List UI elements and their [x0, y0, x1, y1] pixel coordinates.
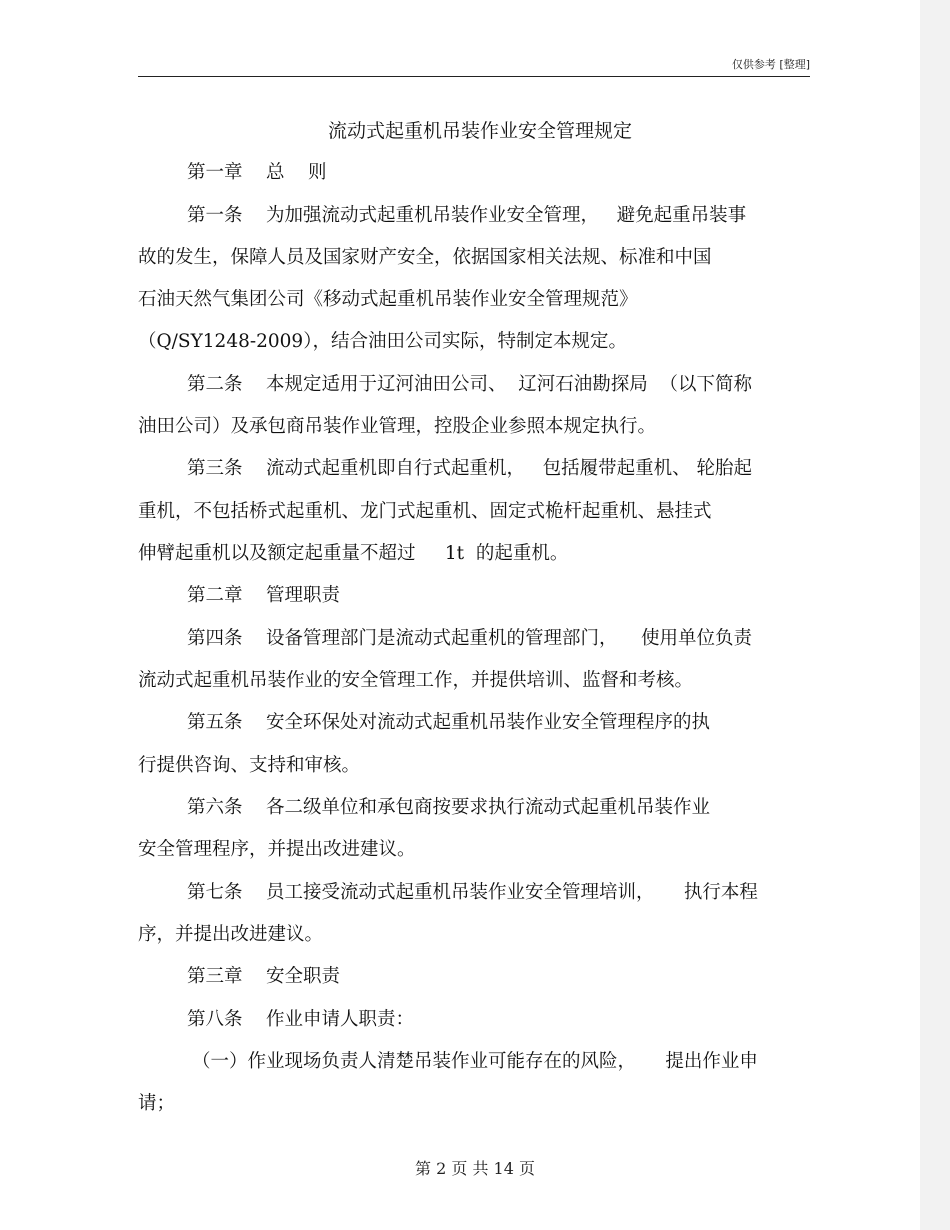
paragraph-line: 行提供咨询、支持和审核。: [138, 755, 361, 776]
paragraph-line: 安全管理程序，并提出改进建议。: [138, 839, 416, 860]
paragraph-line: 第八条 作业申请人职责：: [187, 1009, 415, 1030]
paragraph-line: 油田公司）及承包商吊装作业管理，控股企业参照本规定执行。: [138, 416, 657, 437]
paragraph-line: 重机，不包括桥式起重机、龙门式起重机、固定式桅杆起重机、悬挂式: [138, 501, 712, 522]
paragraph-line: 第五条 安全环保处对流动式起重机吊装作业安全管理程序的执: [187, 712, 711, 733]
paragraph-line: 第二条 本规定适用于辽河油田公司、 辽河石油勘探局 （以下简称: [187, 374, 753, 395]
paragraph-line: 第四条 设备管理部门是流动式起重机的管理部门， 使用单位负责: [187, 628, 753, 649]
chapter-heading: 第三章 安全职责: [187, 966, 341, 987]
paragraph-line: 故的发生，保障人员及国家财产安全，依据国家相关法规、标准和中国: [138, 247, 712, 268]
paragraph-line: 第一条 为加强流动式起重机吊装作业安全管理， 避免起重吊装事: [187, 205, 747, 226]
paragraph-line: 石油天然气集团公司《移动式起重机吊装作业安全管理规范》: [138, 289, 638, 310]
paragraph-line: 第六条 各二级单位和承包商按要求执行流动式起重机吊装作业: [187, 797, 711, 818]
document-title: 流动式起重机吊装作业安全管理规定: [327, 120, 632, 142]
chapter-heading: 第一章 总 则: [187, 162, 327, 183]
paragraph-line: 第七条 员工接受流动式起重机吊装作业安全管理培训， 执行本程: [187, 882, 758, 903]
header-divider: [138, 76, 810, 77]
page-footer: 第 2 页 共 14 页: [415, 1159, 535, 1178]
chapter-heading: 第二章 管理职责: [187, 585, 341, 606]
paragraph-line: 序，并提出改进建议。: [138, 924, 324, 945]
paragraph-line: 流动式起重机吊装作业的安全管理工作，并提供培训、监督和考核。: [138, 670, 694, 691]
paragraph-line: 请；: [138, 1093, 176, 1114]
paragraph-line: （一）作业现场负责人清楚吊装作业可能存在的风险， 提出作业申: [192, 1051, 758, 1072]
page-header: 仅供参考 [整理]: [731, 58, 810, 71]
paragraph-line: （Q/SY1248-2009），结合油田公司实际，特制定本规定。: [138, 331, 627, 352]
paragraph-line: 第三条 流动式起重机即自行式起重机， 包括履带起重机、 轮胎起: [187, 458, 753, 479]
paragraph-line: 伸臂起重机以及额定起重量不超过 1t 的起重机。: [138, 543, 569, 564]
